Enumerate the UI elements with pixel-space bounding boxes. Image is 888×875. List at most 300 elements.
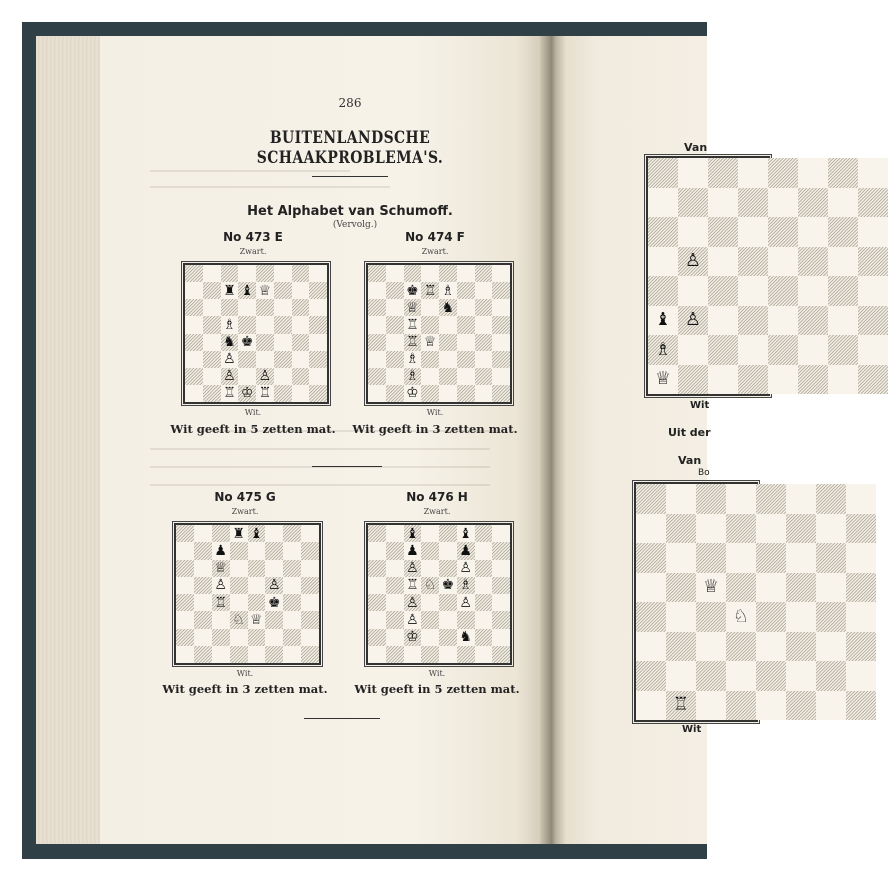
chess-piece-icon: ♗ [406,351,419,368]
board-square-g8 [475,265,493,282]
board-square-c7 [708,188,738,218]
board-square-e8 [439,265,457,282]
board-square-f8 [265,525,283,542]
board-square-g2 [475,629,493,646]
board-square-c1 [404,385,422,402]
board-square-e5 [439,577,457,594]
board-square-e3 [439,611,457,628]
board-square-f1 [457,385,475,402]
board-square-b7 [194,542,212,559]
board-square-e6 [439,560,457,577]
bleed-through-line [150,170,350,172]
board-square-c6 [212,560,230,577]
board-square-f8 [798,158,828,188]
board-square-b7 [678,188,708,218]
chess-piece-icon: ♗ [459,577,472,594]
chess-piece-icon: ♞ [441,299,455,316]
board-square-g4 [475,594,493,611]
board-square-c2 [404,368,422,385]
board-square-d8 [726,484,756,514]
board-square-f3 [457,611,475,628]
board-square-g1 [828,365,858,395]
board-square-a1 [368,385,386,402]
chess-piece-icon: ♝ [250,525,263,542]
board-square-d1 [738,365,768,395]
board-square-a1 [185,385,203,402]
board-square-f6 [274,299,292,316]
board-square-d2 [238,368,256,385]
board-square-f3 [274,351,292,368]
board-square-g7 [475,542,493,559]
board-square-a8 [636,484,666,514]
chess-piece-icon: ♖ [223,385,236,402]
board-square-d5 [421,577,439,594]
board-square-f2 [457,368,475,385]
chess-piece-icon: ♙ [459,560,472,577]
chess-piece-icon: ♟ [406,542,419,559]
chess-piece-icon: ♙ [223,351,236,368]
board-square-a5 [648,247,678,277]
board-square-c2 [404,629,422,646]
board-square-b8 [666,484,696,514]
board-square-f6 [786,543,816,573]
board-square-e6 [768,217,798,247]
board-square-f8 [457,265,475,282]
board-square-a2 [636,661,666,691]
board-square-a1 [176,646,194,663]
board-square-c3 [696,632,726,662]
board-square-e4 [439,594,457,611]
board-square-h3 [309,351,327,368]
board-square-f5 [798,247,828,277]
board-square-d2 [738,335,768,365]
board-square-d1 [726,691,756,721]
board-square-e6 [248,560,266,577]
board-square-b1 [386,385,404,402]
board-square-f2 [786,661,816,691]
chess-piece-icon: ♗ [654,338,672,360]
black-side-label: Zwart. [423,507,451,516]
chess-piece-icon: ♗ [223,316,236,333]
board-square-d3 [238,351,256,368]
board-square-d1 [421,646,439,663]
problem-number-label: No 475 [214,490,262,504]
board-square-a8 [648,158,678,188]
chess-problem-476 [354,490,520,700]
board-square-b3 [194,611,212,628]
board-square-h7 [492,282,510,299]
board-square-b6 [386,560,404,577]
board-square-h8 [309,265,327,282]
board-square-f1 [798,365,828,395]
letter-H-icon: H [457,490,468,504]
board-square-f3 [786,632,816,662]
white-side-label: Wit. [236,669,254,678]
board-square-d4 [738,276,768,306]
board-square-g2 [828,335,858,365]
board-square-b5 [386,577,404,594]
board-square-a8 [368,525,386,542]
board-square-g2 [283,629,301,646]
board-square-f7 [274,282,292,299]
chess-problem-473 [170,230,336,440]
board-square-e8 [256,265,274,282]
board-square-h3 [492,351,510,368]
board-square-c1 [708,365,738,395]
board-square-b4 [194,594,212,611]
board-square-b8 [194,525,212,542]
chess-board [366,263,512,404]
board-square-f4 [786,602,816,632]
board-square-e3 [768,306,798,336]
board-square-d8 [421,525,439,542]
chess-piece-icon: ♕ [654,368,672,390]
chess-piece-icon: ♖ [214,594,227,611]
board-square-c2 [212,629,230,646]
board-square-g5 [816,573,846,603]
board-square-d6 [421,560,439,577]
board-square-f5 [457,577,475,594]
board-square-a2 [176,629,194,646]
board-square-d2 [726,661,756,691]
board-square-f6 [457,560,475,577]
section-subtitle: (Vervolg.) [332,220,378,230]
chess-piece-icon: ♔ [406,629,419,646]
board-square-h3 [846,632,876,662]
problem-number-label: No 473 [223,230,271,244]
board-square-g7 [828,188,858,218]
problem-number [362,490,512,504]
board-square-b2 [386,629,404,646]
right-footer-lower-fragment: Wit [682,724,702,735]
board-square-b6 [386,299,404,316]
board-square-c2 [221,368,239,385]
board-square-e1 [768,365,798,395]
board-square-e5 [756,573,786,603]
board-square-h1 [492,385,510,402]
board-square-g4 [475,334,493,351]
board-square-h2 [492,368,510,385]
board-square-e5 [248,577,266,594]
board-square-f5 [265,577,283,594]
chess-piece-icon: ♙ [406,594,419,611]
chess-piece-icon: ♙ [406,560,419,577]
board-square-c3 [212,611,230,628]
board-square-c4 [221,334,239,351]
board-square-f2 [457,629,475,646]
board-square-c6 [221,299,239,316]
board-square-g7 [816,514,846,544]
board-square-e3 [256,351,274,368]
problem-number [360,230,510,244]
board-square-b2 [203,368,221,385]
board-square-f5 [457,316,475,333]
board-square-b3 [678,306,708,336]
board-square-h6 [858,217,888,247]
board-square-c7 [221,282,239,299]
board-square-h4 [492,334,510,351]
right-page [560,36,750,844]
board-square-f3 [265,611,283,628]
board-square-g6 [828,217,858,247]
problem-number-label: No 476 [406,490,454,504]
bleed-through-line [150,186,390,188]
board-square-h3 [301,611,319,628]
board-square-a3 [176,611,194,628]
board-square-e4 [756,602,786,632]
board-square-g6 [475,560,493,577]
board-square-c1 [212,646,230,663]
board-square-f4 [457,594,475,611]
board-square-c4 [212,594,230,611]
board-square-c3 [404,351,422,368]
chess-piece-icon: ♙ [258,368,272,385]
white-side-label: Wit. [244,408,262,417]
board-square-c4 [708,276,738,306]
letter-F-icon: F [456,230,465,244]
board-square-b7 [203,282,221,299]
board-square-d1 [238,385,256,402]
board-square-d4 [726,602,756,632]
chess-board [366,523,512,665]
board-square-g2 [475,368,493,385]
black-side-label: Zwart. [239,247,267,256]
board-square-c3 [708,306,738,336]
board-square-f2 [265,629,283,646]
board-square-b6 [666,543,696,573]
board-square-h1 [492,646,510,663]
chess-piece-icon: ♚ [406,282,419,299]
board-square-b2 [194,629,212,646]
board-square-c1 [696,691,726,721]
board-square-e6 [756,543,786,573]
board-square-h6 [309,299,327,316]
board-square-g4 [292,334,310,351]
board-square-d8 [238,265,256,282]
board-square-b1 [386,646,404,663]
board-square-b5 [678,247,708,277]
board-square-e4 [439,334,457,351]
board-square-b6 [678,217,708,247]
board-square-b8 [386,265,404,282]
problem-number [170,490,320,504]
board-square-h4 [301,594,319,611]
bottom-rule [304,718,380,719]
board-square-a7 [176,542,194,559]
board-square-h1 [301,646,319,663]
board-square-c8 [708,158,738,188]
board-square-e1 [756,691,786,721]
board-square-g3 [475,351,493,368]
chess-piece-icon: ♕ [258,282,272,299]
board-square-e7 [256,282,274,299]
board-square-d2 [230,629,248,646]
board-square-a3 [636,632,666,662]
board-square-a1 [648,365,678,395]
board-square-a6 [368,560,386,577]
board-square-g8 [828,158,858,188]
board-square-g7 [283,542,301,559]
chess-piece-icon: ♙ [223,368,236,385]
board-square-d7 [421,282,439,299]
board-square-f3 [457,351,475,368]
board-square-f4 [457,334,475,351]
board-square-e5 [439,316,457,333]
board-square-e7 [768,188,798,218]
board-square-a3 [368,611,386,628]
chess-problem-474 [352,230,518,440]
board-square-c8 [404,525,422,542]
board-square-g4 [828,276,858,306]
board-square-a3 [648,306,678,336]
board-square-h4 [492,594,510,611]
board-square-g8 [283,525,301,542]
board-square-b7 [386,542,404,559]
board-square-a8 [176,525,194,542]
board-square-c5 [404,577,422,594]
board-square-h4 [846,602,876,632]
board-square-e2 [439,629,457,646]
board-square-b2 [386,368,404,385]
right-header-fragment: Van [684,141,708,154]
board-square-d5 [421,316,439,333]
board-square-c1 [404,646,422,663]
board-square-g1 [475,646,493,663]
board-square-c6 [696,543,726,573]
problem-caption: Wit geeft in 5 zetten mat. [170,422,336,436]
board-square-a4 [185,334,203,351]
chess-board [183,263,329,404]
white-side-label: Wit. [426,408,444,417]
board-square-h6 [301,560,319,577]
chess-piece-icon: ♕ [702,576,720,598]
board-square-e3 [248,611,266,628]
board-square-g2 [816,661,846,691]
board-square-d4 [238,334,256,351]
board-square-f7 [457,542,475,559]
board-square-c1 [221,385,239,402]
board-square-f7 [265,542,283,559]
board-square-g3 [475,611,493,628]
board-square-e1 [256,385,274,402]
board-square-g8 [816,484,846,514]
chess-piece-icon: ♞ [459,629,472,646]
board-square-b4 [203,334,221,351]
book-gutter [540,36,566,844]
board-square-g2 [292,368,310,385]
board-square-a4 [648,276,678,306]
board-square-d4 [230,594,248,611]
chess-piece-icon: ♝ [654,309,672,331]
chess-piece-icon: ♙ [214,577,227,594]
board-square-h1 [858,365,888,395]
board-square-g5 [475,316,493,333]
board-square-e1 [439,385,457,402]
black-side-label: Zwart. [421,247,449,256]
board-square-f7 [786,514,816,544]
chess-piece-icon: ♖ [423,282,437,299]
board-square-f7 [798,188,828,218]
board-square-b1 [203,385,221,402]
board-square-e7 [248,542,266,559]
board-square-c8 [404,265,422,282]
board-square-c3 [404,611,422,628]
chess-board [174,523,321,665]
board-square-f1 [457,646,475,663]
board-square-g4 [816,602,846,632]
board-square-f4 [274,334,292,351]
board-square-a7 [636,514,666,544]
board-square-g3 [816,632,846,662]
chess-piece-icon: ♝ [240,282,254,299]
chess-piece-icon: ♗ [406,368,419,385]
board-square-c5 [708,247,738,277]
chess-piece-icon: ♙ [684,309,702,331]
board-square-c7 [212,542,230,559]
board-square-c6 [708,217,738,247]
board-square-g1 [292,385,310,402]
board-square-d7 [421,542,439,559]
page-number: 286 [338,96,362,110]
board-square-b1 [678,365,708,395]
board-square-c8 [696,484,726,514]
board-square-g7 [292,282,310,299]
board-square-d6 [230,560,248,577]
board-square-a6 [648,217,678,247]
board-square-a5 [368,577,386,594]
problem-caption: Wit geeft in 3 zetten mat. [162,682,328,696]
right-chess-board-lower [634,482,758,722]
board-square-d8 [421,265,439,282]
board-square-g7 [475,282,493,299]
board-square-d4 [421,334,439,351]
board-square-b6 [194,560,212,577]
board-square-h8 [846,484,876,514]
bleed-through-line [150,484,490,486]
chess-piece-icon: ♖ [406,334,419,351]
board-square-b4 [386,334,404,351]
board-square-b1 [666,691,696,721]
board-square-b7 [386,282,404,299]
board-square-h5 [846,573,876,603]
chess-piece-icon: ♟ [214,542,227,559]
board-square-h7 [846,514,876,544]
board-square-b3 [386,351,404,368]
board-square-e2 [256,368,274,385]
board-square-a5 [185,316,203,333]
chess-piece-icon: ♙ [406,611,419,628]
chess-piece-icon: ♕ [406,299,419,316]
board-square-b5 [386,316,404,333]
board-square-d2 [421,629,439,646]
chess-problem-475 [162,490,328,700]
board-square-d5 [726,573,756,603]
board-square-a4 [636,602,666,632]
board-square-c5 [221,316,239,333]
board-square-c8 [221,265,239,282]
board-square-c2 [708,335,738,365]
chess-piece-icon: ♕ [214,560,227,577]
white-side-label: Wit. [428,669,446,678]
board-square-h6 [492,560,510,577]
chess-piece-icon: ♕ [250,611,263,628]
chess-piece-icon: ♘ [732,605,750,627]
board-square-g8 [292,265,310,282]
board-square-a5 [368,316,386,333]
board-square-c5 [696,573,726,603]
problem-number [178,230,328,244]
right-footer-upper-fragment: Wit [690,400,710,411]
